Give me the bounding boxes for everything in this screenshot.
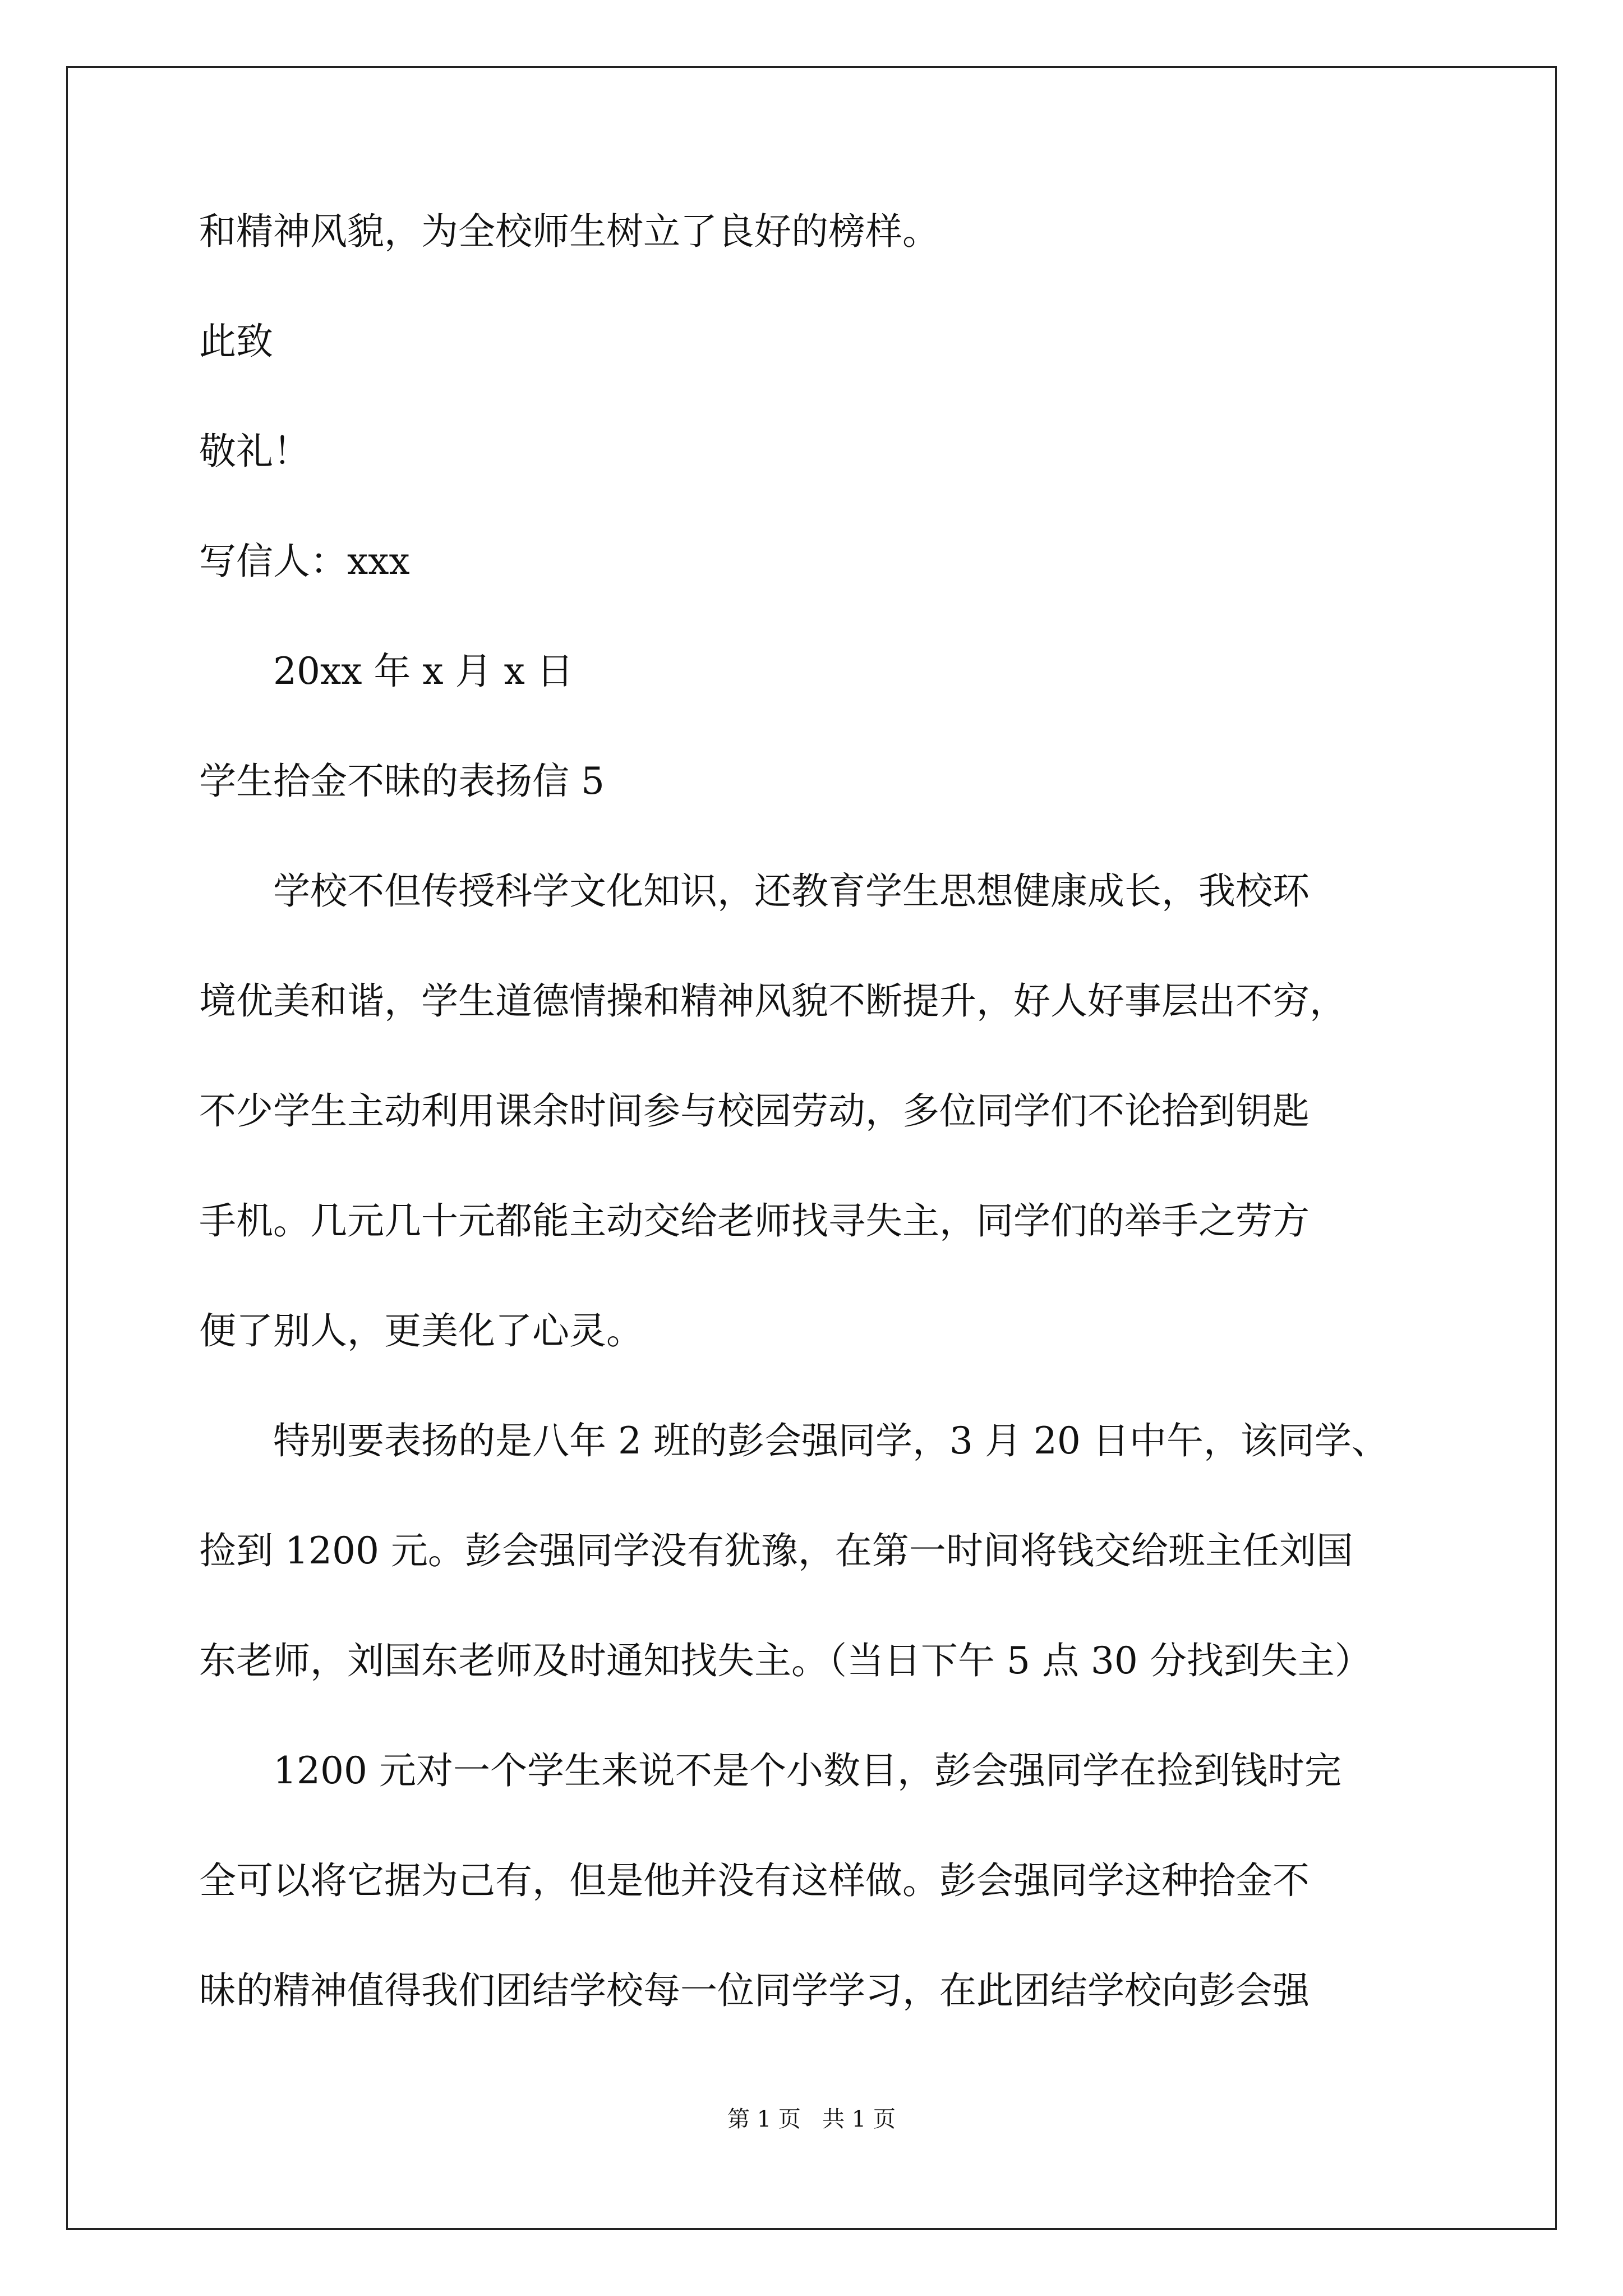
signature-line: 写信人：xxx bbox=[199, 540, 410, 583]
text-line: 便了别人，更美化了心灵。 bbox=[199, 1309, 643, 1352]
text-line: 全可以将它据为己有，但是他并没有这样做。彭会强同学这种拾金不 bbox=[199, 1859, 1310, 1902]
closing-salutation: 此致 bbox=[199, 320, 273, 363]
document-body bbox=[199, 210, 1433, 2082]
text-line: 手机。几元几十元都能主动交给老师找寻失主，同学们的举手之劳方 bbox=[199, 1199, 1310, 1243]
text-line: 境优美和谐，学生道德情操和精神风貌不断提升，好人好事层出不穷， bbox=[199, 979, 1347, 1023]
text-line: 特别要表扬的是八年 2 班的彭会强同学，3 月 20 日中午，该同学、 bbox=[273, 1419, 1389, 1462]
text-line: 和精神风貌，为全校师生树立了良好的榜样。 bbox=[199, 210, 939, 253]
text-line: 昧的精神值得我们团结学校每一位同学学习，在此团结学校向彭会强 bbox=[199, 1969, 1310, 2012]
page-number-footer: 第 1 页 共 1 页 bbox=[727, 2106, 896, 2132]
text-line: 不少学生主动利用课余时间参与校园劳动，多位同学们不论拾到钥匙 bbox=[199, 1089, 1310, 1133]
text-line: 东老师，刘国东老师及时通知找失主。（当日下午 5 点 30 分找到失主） bbox=[199, 1639, 1372, 1682]
date-line: 20xx 年 x 月 x 日 bbox=[273, 650, 574, 693]
section-heading: 学生拾金不昧的表扬信 5 bbox=[199, 760, 605, 803]
closing-regards: 敬礼！ bbox=[199, 430, 310, 473]
text-line: 捡到 1200 元。彭会强同学没有犹豫，在第一时间将钱交给班主任刘国 bbox=[199, 1529, 1353, 1572]
text-line: 1200 元对一个学生来说不是个小数目，彭会强同学在捡到钱时完 bbox=[273, 1749, 1341, 1792]
text-line: 学校不但传授科学文化知识，还教育学生思想健康成长，我校环 bbox=[273, 869, 1310, 913]
